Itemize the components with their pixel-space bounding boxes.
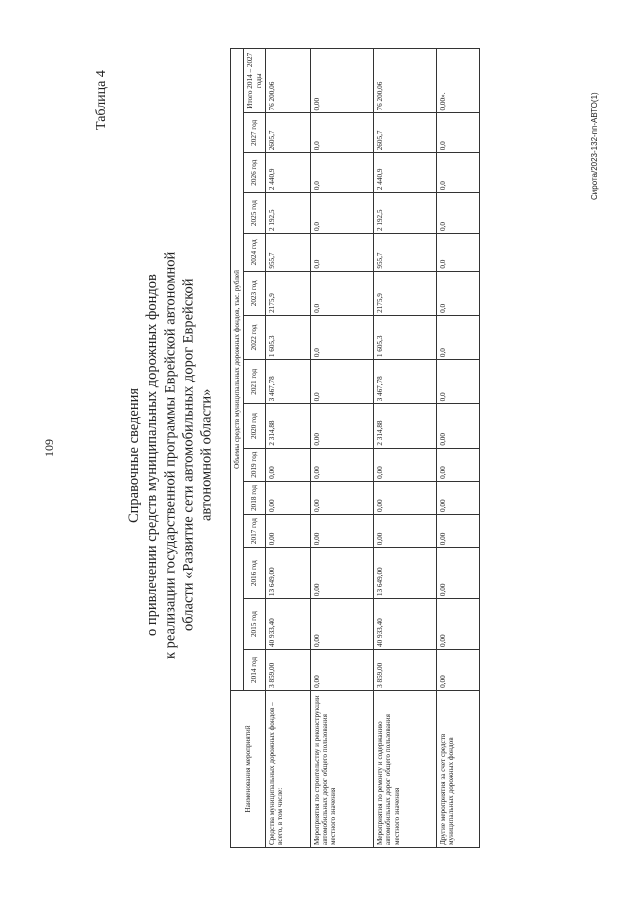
table-cell: 2 314,88 [374, 404, 437, 448]
year-header: 2018 год [244, 481, 266, 514]
table-cell: 40 933,40 [374, 599, 437, 650]
table-cell: 0,0 [437, 271, 480, 315]
year-header: 2026 год [244, 153, 266, 193]
year-header: 2023 год [244, 271, 266, 315]
table-cell: 2605,7 [374, 113, 437, 153]
table-cell: 3 467,78 [265, 360, 310, 404]
table-cell: 955,7 [374, 234, 437, 272]
year-header: 2025 год [244, 193, 266, 234]
table-cell: 13 649,00 [265, 548, 310, 599]
table-cell: 0,00 [310, 481, 373, 514]
group-header: Объемы средств муниципальных дорожных фондов, тыс. рублей [231, 49, 244, 691]
row-name: Средства муниципальных дорожных фондов – всего, в том числе: [265, 690, 310, 847]
table-cell: 0,0 [310, 360, 373, 404]
table-cell: 0,00 [437, 481, 480, 514]
table-cell: 0,00 [310, 448, 373, 481]
funds-table [230, 48, 480, 848]
table-row [310, 49, 373, 848]
table-cell: 0,0 [310, 153, 373, 193]
table-cell: 2175,9 [265, 271, 310, 315]
document-title [125, 175, 235, 735]
table-cell: 0,00 [437, 448, 480, 481]
total-header: Итого 2014 – 2027 годы [244, 49, 266, 113]
table-cell: 0,00 [437, 515, 480, 548]
table-cell: 0,00 [265, 481, 310, 514]
table-cell: 2 440,9 [265, 153, 310, 193]
title-line: автономной области» [198, 388, 215, 522]
table-cell: 0,00 [437, 649, 480, 690]
table-cell: 40 933,40 [265, 599, 310, 650]
table-cell: 0,0 [437, 234, 480, 272]
table-cell: 0,00 [310, 404, 373, 448]
table-row [265, 49, 310, 848]
year-header: 2014 год [244, 649, 266, 690]
page-number: 109 [42, 439, 56, 457]
table-cell: 2 440,9 [374, 153, 437, 193]
table-label: Таблица 4 [94, 70, 109, 130]
table-cell: 3 859,00 [265, 649, 310, 690]
title-line: области «Развитие сети автомобильных дорог Еврейской [180, 278, 197, 632]
title-line: к реализации государственной программы Еврейской автономной [162, 251, 179, 659]
year-header: 2022 год [244, 315, 266, 359]
table-cell: 2175,9 [374, 271, 437, 315]
row-name: Другие мероприятия за счет средств муниципальных дорожных фондов [437, 690, 480, 847]
title-line: Справочные сведения [126, 387, 142, 523]
year-header: 2017 год [244, 515, 266, 548]
table-cell: 0,00». [437, 49, 480, 113]
table-cell: 0,0 [437, 193, 480, 234]
table-cell: 955,7 [265, 234, 310, 272]
table-cell: 0,00 [265, 448, 310, 481]
table-cell: 0,0 [310, 271, 373, 315]
table-cell: 3 467,78 [374, 360, 437, 404]
table-cell: 2 192,5 [374, 193, 437, 234]
table-cell: 0,00 [437, 404, 480, 448]
table-cell: 76 200,06 [265, 49, 310, 113]
row-name: Мероприятия по строительству и реконструкции автомобильных дорог общего пользования местного значения [310, 690, 373, 847]
table-cell: 0,00 [310, 515, 373, 548]
col-name-header: Наименования мероприятий [231, 690, 266, 847]
table-cell: 0,00 [310, 548, 373, 599]
table-cell: 0,0 [437, 315, 480, 359]
table-cell: 1 605,3 [265, 315, 310, 359]
title-line: о привлечении средств муниципальных дорожных фондов [144, 274, 161, 636]
table-cell: 2 314,88 [265, 404, 310, 448]
table-row [374, 49, 437, 848]
document-stamp: Сирота/2023-132-пп-АВТО(1) [590, 92, 599, 200]
year-header: 2020 год [244, 404, 266, 448]
table-cell: 0,00 [374, 515, 437, 548]
table-cell: 2605,7 [265, 113, 310, 153]
table-cell: 1 605,3 [374, 315, 437, 359]
year-header: 2024 год [244, 234, 266, 272]
table-cell: 0,00 [265, 515, 310, 548]
row-name: Мероприятия по ремонту и содержанию автомобильных дорог общего пользования местного значения [374, 690, 437, 847]
table-cell: 0,00 [437, 548, 480, 599]
table-cell: 0,0 [310, 315, 373, 359]
table-cell: 0,00 [374, 481, 437, 514]
table-cell: 0,0 [310, 193, 373, 234]
year-header: 2019 год [244, 448, 266, 481]
table-cell: 0,00 [374, 448, 437, 481]
table-cell: 2 192,5 [265, 193, 310, 234]
table-cell: 0,00 [310, 599, 373, 650]
table-cell: 0,0 [437, 113, 480, 153]
table-cell: 0,0 [437, 360, 480, 404]
table-cell: 76 200,06 [374, 49, 437, 113]
table-cell: 13 649,00 [374, 548, 437, 599]
table-cell: 0,00 [310, 649, 373, 690]
table-cell: 0,0 [437, 153, 480, 193]
table-cell: 0,0 [310, 234, 373, 272]
year-header: 2021 год [244, 360, 266, 404]
table-row [437, 49, 480, 848]
year-header: 2016 год [244, 548, 266, 599]
year-header: 2015 год [244, 599, 266, 650]
table-cell: 0,00 [310, 49, 373, 113]
table-cell: 3 859,00 [374, 649, 437, 690]
table-cell: 0,0 [310, 113, 373, 153]
year-header: 2027 год [244, 113, 266, 153]
funds-table-container [230, 48, 480, 848]
table-cell: 0,00 [437, 599, 480, 650]
